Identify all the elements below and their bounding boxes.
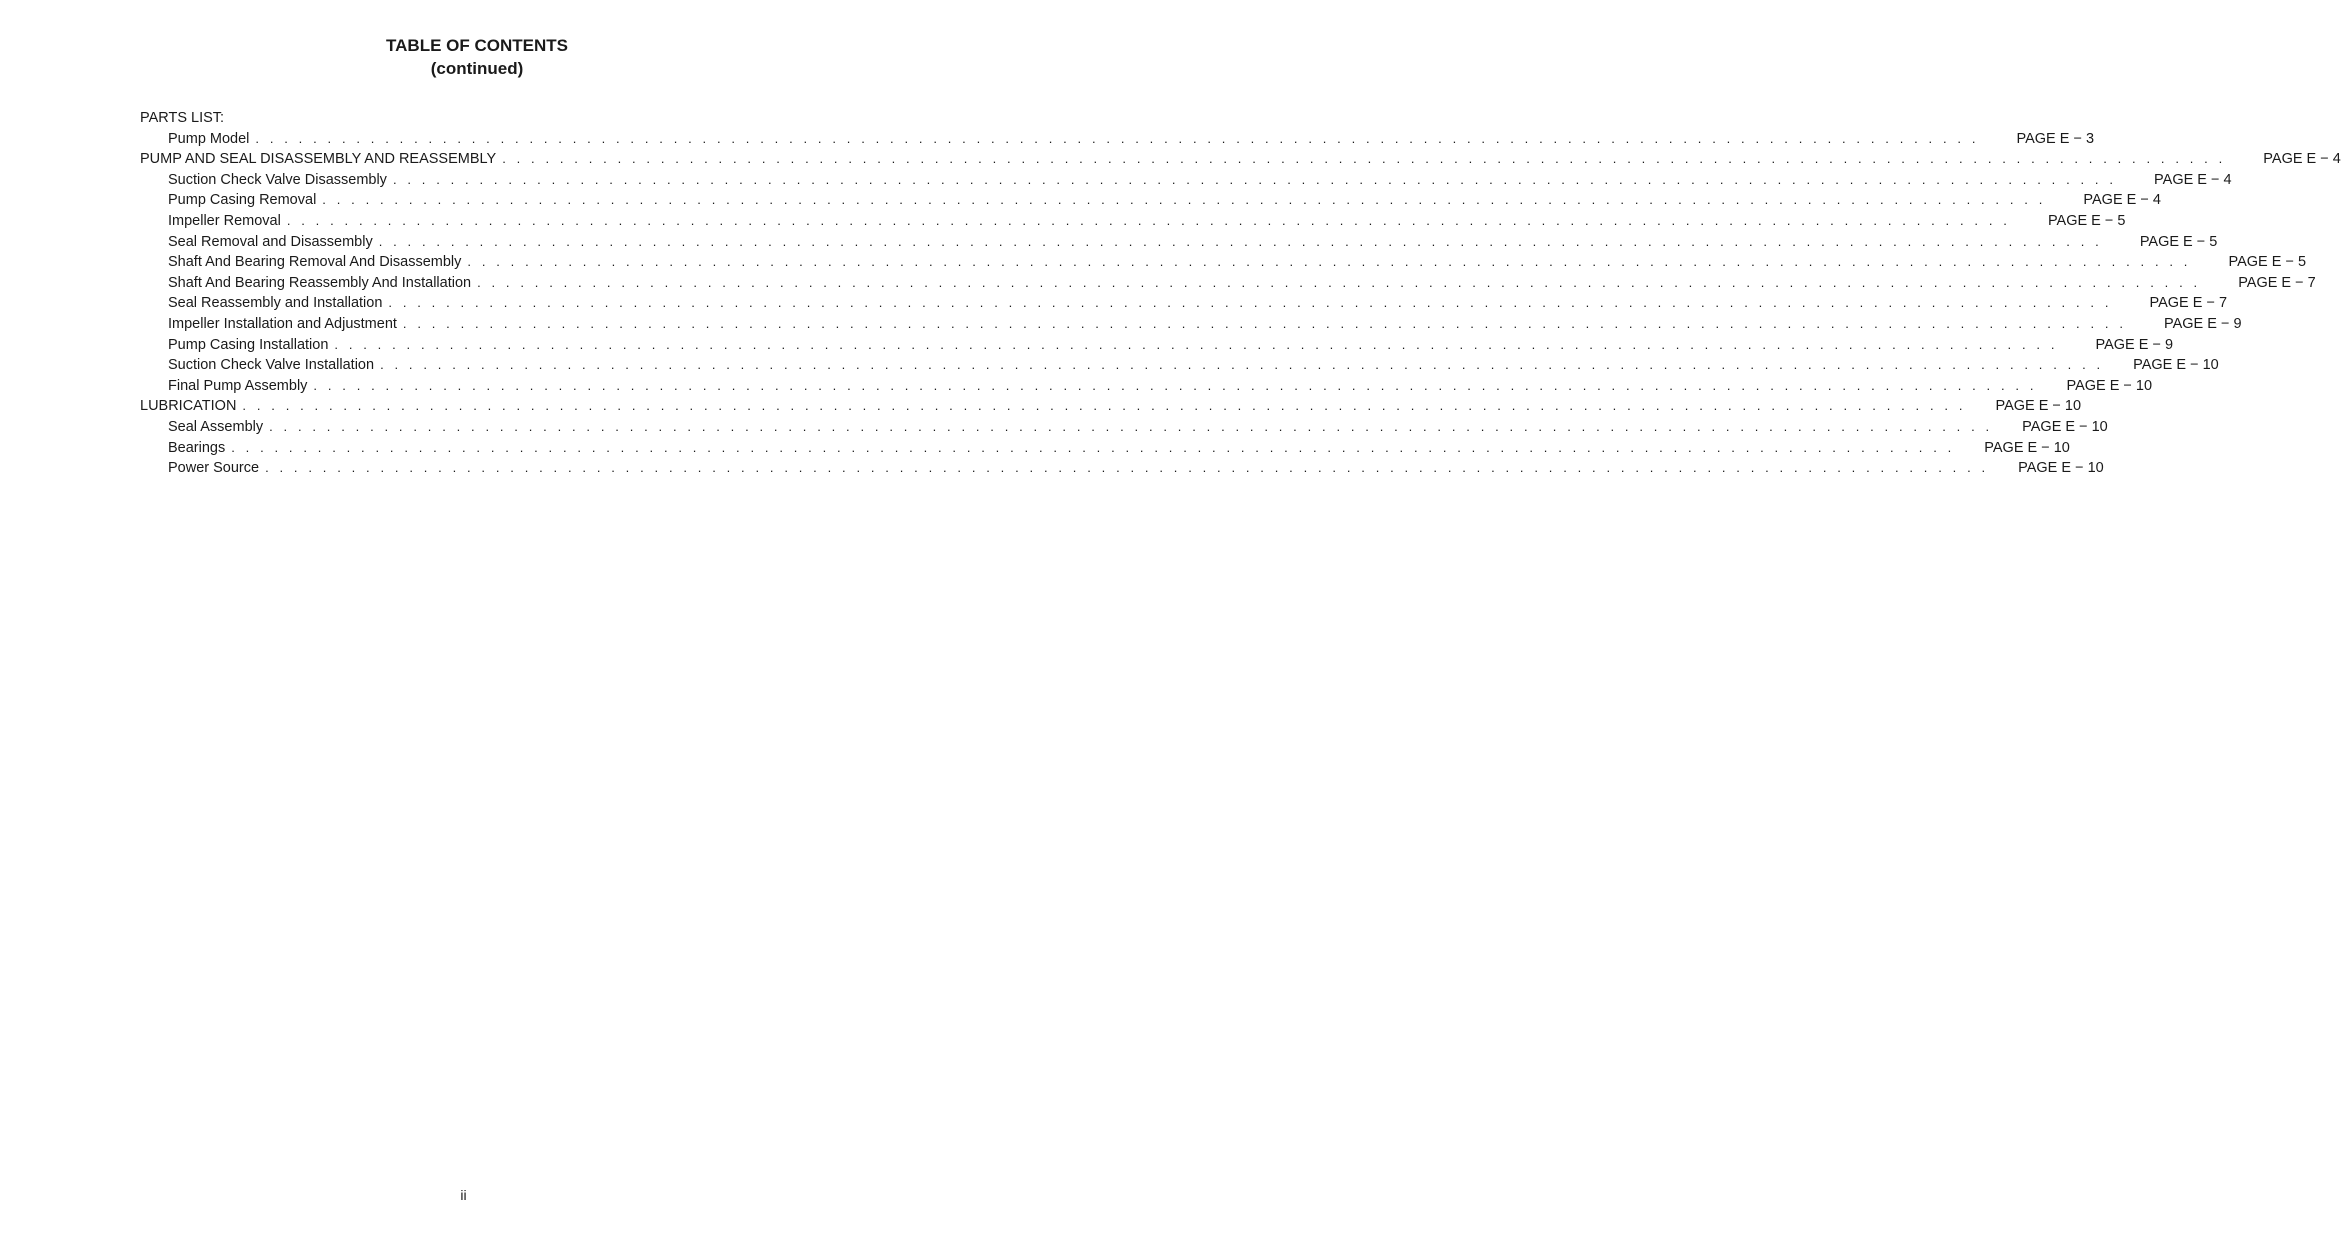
dot-leader: . . . . . . . . . . . . . . . . . . . . . . . . . . . . . . . . . . . . . . . . . . . . . . . . . . . . . . . . . . . . . . . . . . . . . . . . . . . . . . . . . . . . . . . . . . . . . . . . . . . . . . . . . . . . . . . . . . . . . . . . [265, 460, 1989, 476]
toc-entry-label: Pump Model [168, 130, 250, 147]
toc-entry [140, 252, 2307, 273]
toc-entry-page: PAGE E − 9 [2095, 336, 2174, 353]
toc-entry [140, 293, 2228, 314]
toc-entry [140, 314, 2242, 335]
toc-entry-label: Pump Casing Removal [168, 192, 317, 209]
toc-entry-page: PAGE E − 5 [2047, 212, 2126, 229]
toc-entry-page: PAGE E − 5 [2139, 233, 2218, 250]
toc-entry-page: PAGE E − 10 [1995, 398, 2082, 415]
toc-entry [140, 190, 2161, 211]
dot-leader: . . . . . . . . . . . . . . . . . . . . . . . . . . . . . . . . . . . . . . . . . . . . . . . . . . . . . . . . . . . . . . . . . . . . . . . . . . . . . . . . . . . . . . . . . . . . . . . . . . . . . . . . . . . . . . . . . . . . . . . . [255, 130, 1980, 146]
toc-entry-label: Suction Check Valve Installation [168, 357, 375, 374]
dot-leader: . . . . . . . . . . . . . . . . . . . . . . . . . . . . . . . . . . . . . . . . . . . . . . . . . . . . . . . . . . . . . . . . . . . . . . . . . . . . . . . . . . . . . . . . . . . . . . . . . . . . . . . . . . . . . . . . . . . . . . . . [231, 439, 1955, 455]
toc-entry [140, 129, 2095, 150]
toc-entry-page: PAGE E − 10 [2022, 418, 2108, 435]
toc-entry-page: PAGE E − 10 [2018, 460, 2104, 477]
dot-leader: . . . . . . . . . . . . . . . . . . . . . . . . . . . . . . . . . . . . . . . . . . . . . . . . . . . . . . . . . . . . . . . . . . . . . . . . . . . . . . . . . . . . . . . . . . . . . . . . . . . . . . . . . . . . . . . . . . . . . . . . [467, 254, 2192, 270]
toc-entry-label: Seal Removal and Disassembly [168, 233, 373, 250]
toc-entry [140, 458, 2104, 479]
dot-leader: . . . . . . . . . . . . . . . . . . . . . . . . . . . . . . . . . . . . . . . . . . . . . . . . . . . . . . . . . . . . . . . . . . . . . . . . . . . . . . . . . . . . . . . . . . . . . . . . . . . . . . . . . . . . . . . . . . . . . . . . [334, 336, 2059, 352]
dot-leader: . . . . . . . . . . . . . . . . . . . . . . . . . . . . . . . . . . . . . . . . . . . . . . . . . . . . . . . . . . . . . . . . . . . . . . . . . . . . . . . . . . . . . . . . . . . . . . . . . . . . . . . . . . . . . . . . . . . . . . . . [269, 418, 1993, 434]
toc-entry-page: PAGE E − 10 [2066, 377, 2153, 394]
dot-leader: . . . . . . . . . . . . . . . . . . . . . . . . . . . . . . . . . . . . . . . . . . . . . . . . . . . . . . . . . . . . . . . . . . . . . . . . . . . . . . . . . . . . . . . . . . . . . . . . . . . . . . . . . . . . . . . . . . . . . . . . [378, 233, 2103, 249]
toc-entry [140, 149, 2341, 170]
toc-entry [140, 211, 2126, 232]
toc-entry-label: Power Source [168, 460, 260, 477]
page-title: TABLE OF CONTENTS [386, 36, 568, 55]
toc-entry [140, 108, 842, 129]
toc-entry-label: Seal Assembly [168, 418, 264, 435]
toc-entry [140, 335, 2174, 356]
toc-entry-page: PAGE E − 4 [2263, 151, 2341, 168]
toc-heading [0, 34, 954, 80]
toc-entry-label: Impeller Removal [168, 212, 281, 229]
toc-entry-page: PAGE E − 7 [2149, 295, 2228, 312]
toc-entry-label: LUBRICATION [140, 398, 237, 415]
dot-leader: . . . . . . . . . . . . . . . . . . . . . . . . . . . . . . . . . . . . . . . . . . . . . . . . . . . . . . . . . . . . . . . . . . . . . . . . . . . . . . . . . . . . . . . . . . . . . . . . . . . . . . . . . . . . . . . . . . . . . . . . [392, 171, 2117, 187]
toc-entry [140, 170, 2232, 191]
dot-leader: . . . . . . . . . . . . . . . . . . . . . . . . . . . . . . . . . . . . . . . . . . . . . . . . . . . . . . . . . . . . . . . . . . . . . . . . . . . . . . . . . . . . . . . . . . . . . . . . . . . . . . . . . . . . . . . . . . . . . . . . [286, 212, 2011, 228]
toc-entry-label: Suction Check Valve Disassembly [168, 171, 387, 188]
toc-entry-label: Shaft And Bearing Removal And Disassembly [168, 254, 462, 271]
toc-entry [140, 438, 2070, 459]
toc-entry-label: PUMP AND SEAL DISASSEMBLY AND REASSEMBLY [140, 151, 497, 168]
dot-leader: . . . . . . . . . . . . . . . . . . . . . . . . . . . . . . . . . . . . . . . . . . . . . . . . . . . . . . . . . . . . . . . . . . . . . . . . . . . . . . . . . . . . . . . . . . . . . . . . . . . . . . . . . . . . . . . . . . . . . . . . [477, 274, 2201, 290]
toc-entry-page: PAGE E − 9 [2164, 315, 2242, 332]
dot-leader: . . . . . . . . . . . . . . . . . . . . . . . . . . . . . . . . . . . . . . . . . . . . . . . . . . . . . . . . . . . . . . . . . . . . . . . . . . . . . . . . . . . . . . . . . . . . . . . . . . . . . . . . . . . . . . . . . . . . . . . . [402, 315, 2127, 331]
toc-entry-page: PAGE E − 10 [1984, 439, 2070, 456]
dot-leader: . . . . . . . . . . . . . . . . . . . . . . . . . . . . . . . . . . . . . . . . . . . . . . . . . . . . . . . . . . . . . . . . . . . . . . . . . . . . . . . . . . . . . . . . . . . . . . . . . . . . . . . . . . . . . . . . . . . . . . . . [502, 151, 2226, 167]
table-of-contents [140, 108, 2341, 479]
toc-entry-page: PAGE E − 10 [2133, 357, 2219, 374]
toc-entry [140, 376, 2153, 397]
dot-leader: . . . . . . . . . . . . . . . . . . . . . . . . . . . . . . . . . . . . . . . . . . . . . . . . . . . . . . . . . . . . . . . . . . . . . . . . . . . . . . . . . . . . . . . . . . . . . . . . . . . . . . . . . . . . . . . . . . . . . . . . [380, 357, 2104, 373]
toc-entry [140, 396, 2082, 417]
dot-leader: . . . . . . . . . . . . . . . . . . . . . . . . . . . . . . . . . . . . . . . . . . . . . . . . . . . . . . . . . . . . . . . . . . . . . . . . . . . . . . . . . . . . . . . . . . . . . . . . . . . . . . . . . . . . . . . . . . . . . . . . [322, 192, 2046, 208]
toc-entry-label: PARTS LIST: [140, 110, 225, 126]
toc-entry [140, 232, 2218, 253]
dot-leader: . . . . . . . . . . . . . . . . . . . . . . . . . . . . . . . . . . . . . . . . . . . . . . . . . . . . . . . . . . . . . . . . . . . . . . . . . . . . . . . . . . . . . . . . . . . . . . . . . . . . . . . . . . . . . . . . . . . . . . . . [388, 295, 2113, 311]
page-number: ii [460, 1187, 467, 1203]
toc-entry-label: Pump Casing Installation [168, 336, 329, 353]
toc-entry-page: PAGE E − 5 [2228, 254, 2307, 271]
toc-entry [140, 355, 2219, 376]
toc-entry-page: PAGE E − 3 [2016, 130, 2095, 147]
dot-leader: . . . . . . . . . . . . . . . . . . . . . . . . . . . . . . . . . . . . . . . . . . . . . . . . . . . . . . . . . . . . . . . . . . . . . . . . . . . . . . . . . . . . . . . . . . . . . . . . . . . . . . . . . . . . . . . . . . . . . . . . [313, 377, 2038, 393]
toc-entry-label: Impeller Installation and Adjustment [168, 315, 397, 332]
page-subtitle: (continued) [430, 59, 524, 78]
toc-entry-label: Shaft And Bearing Reassembly And Installation [168, 274, 472, 291]
toc-entry-label: Bearings [168, 439, 226, 456]
toc-entry-label: Seal Reassembly and Installation [168, 295, 383, 312]
toc-entry [140, 273, 2316, 294]
toc-entry-page: PAGE E − 4 [2154, 171, 2232, 188]
toc-entry [140, 417, 2108, 438]
toc-entry-label: Final Pump Assembly [168, 377, 308, 394]
toc-entry-page: PAGE E − 7 [2238, 274, 2316, 291]
dot-leader: . . . . . . . . . . . . . . . . . . . . . . . . . . . . . . . . . . . . . . . . . . . . . . . . . . . . . . . . . . . . . . . . . . . . . . . . . . . . . . . . . . . . . . . . . . . . . . . . . . . . . . . . . . . . . . . . . . . . . . . . [242, 398, 1967, 414]
toc-entry-page: PAGE E − 4 [2083, 192, 2161, 209]
